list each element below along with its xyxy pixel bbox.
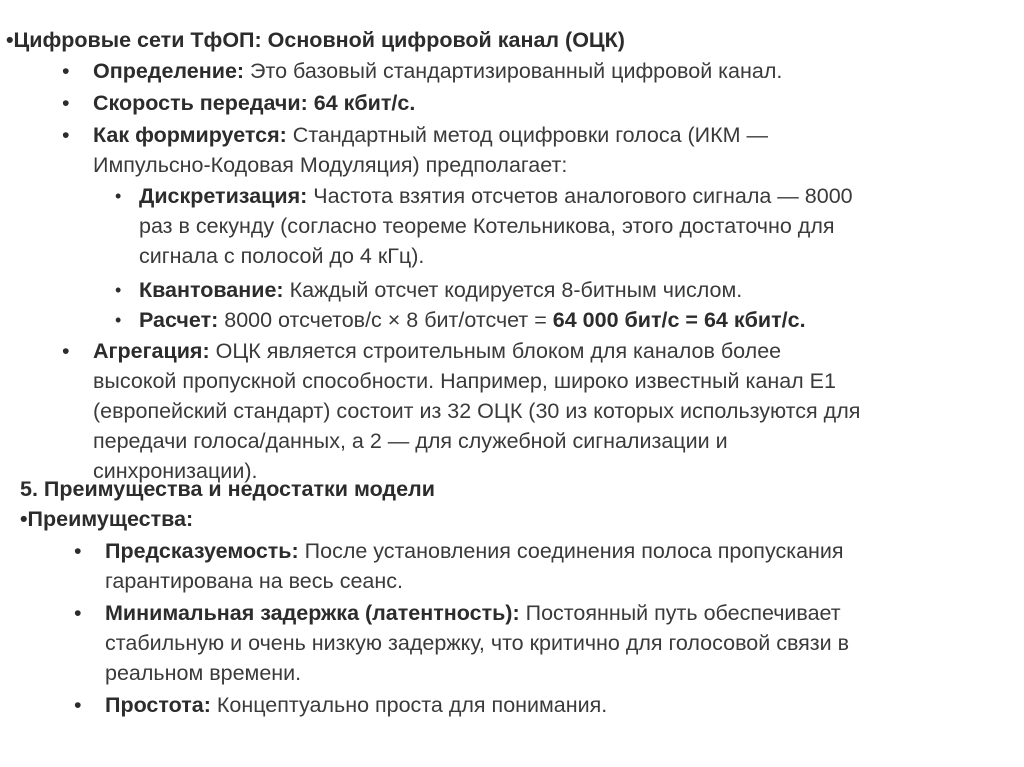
calculation-result: 64 000 бит/с = 64 кбит/с. (552, 308, 806, 332)
latency-label: Минимальная задержка (латентность): (105, 601, 520, 625)
calculation-text: 8000 отсчетов/с × 8 бит/отсчет = (218, 308, 553, 332)
bullet-quantization: • (115, 280, 122, 300)
definition-text: Это базовый стандартизированный цифровой канал. (244, 59, 783, 83)
calculation-label: Расчет: (139, 308, 219, 332)
speed-label: Скорость передачи: 64 кбит/с. (93, 91, 416, 115)
bullet-definition: • (62, 59, 70, 83)
aggregation-label: Агрегация: (93, 339, 210, 363)
aggregation-line-5: синхронизации). (93, 459, 258, 483)
latency-text-1: Постоянный путь обеспечивает (519, 601, 841, 625)
bullet-sampling: • (115, 186, 122, 206)
sampling-text-1: Частота взятия отсчетов аналогового сигнала — 8000 (307, 184, 853, 208)
sampling-label: Дискретизация: (139, 184, 308, 208)
simplicity-text: Концептуально проста для понимания. (210, 693, 608, 717)
sampling-line-2: раз в секунду (согласно теореме Котельникова, этого достаточно для (139, 214, 835, 238)
slide-title: •Цифровые сети ТфОП: Основной цифровой канал (ОЦК) (6, 28, 625, 52)
predictability-label: Предсказуемость: (105, 539, 299, 563)
aggregation-line-2: высокой пропускной способности. Например, широко известный канал E1 (93, 369, 836, 393)
calculation-line (139, 305, 806, 335)
sampling-line-1 (139, 181, 853, 211)
predictability-line-1 (105, 536, 844, 566)
definition-label: Определение: (93, 59, 245, 83)
bullet-forming: • (62, 123, 70, 147)
definition-line (93, 56, 782, 86)
bullet-predictability: • (74, 539, 82, 563)
bullet-latency: • (74, 601, 82, 625)
forming-line-1 (93, 120, 768, 150)
bullet-simplicity: • (74, 693, 82, 717)
latency-line-1 (105, 598, 841, 628)
latency-line-2: стабильную и очень низкую задержку, что критично для голосовой связи в (105, 631, 850, 655)
bullet-calculation: • (115, 310, 122, 330)
quantization-text: Каждый отсчет кодируется 8-битным числом. (283, 278, 743, 302)
quantization-line (139, 275, 742, 305)
quantization-label: Квантование: (139, 278, 284, 302)
forming-label: Как формируется: (93, 123, 287, 147)
predictability-line-2: гарантирована на весь сеанс. (105, 569, 403, 593)
latency-line-3: реальном времени. (105, 661, 302, 685)
bullet-aggregation: • (62, 339, 70, 363)
forming-text-1: Стандартный метод оцифровки голоса (ИКМ — (286, 123, 769, 147)
aggregation-text-1: ОЦК является строительным блоком для каналов более (209, 339, 782, 363)
forming-line-2: Импульсно-Кодовая Модуляция) предполагает: (93, 153, 568, 177)
predictability-text-1: После установления соединения полоса пропускания (298, 539, 844, 563)
simplicity-line (105, 690, 607, 720)
aggregation-line-3: (европейский стандарт) состоит из 32 ОЦК (30 из которых используются для (93, 399, 861, 423)
aggregation-line-1 (93, 336, 781, 366)
advantages-title: •Преимущества: (20, 507, 194, 531)
aggregation-line-4: передачи голоса/данных, а 2 — для служебной сигнализации и (93, 429, 728, 453)
simplicity-label: Простота: (105, 693, 211, 717)
section-title: 5. Преимущества и недостатки модели (20, 477, 435, 501)
bullet-speed: • (62, 91, 70, 115)
sampling-line-3: сигнала с полосой до 4 кГц). (139, 244, 425, 268)
